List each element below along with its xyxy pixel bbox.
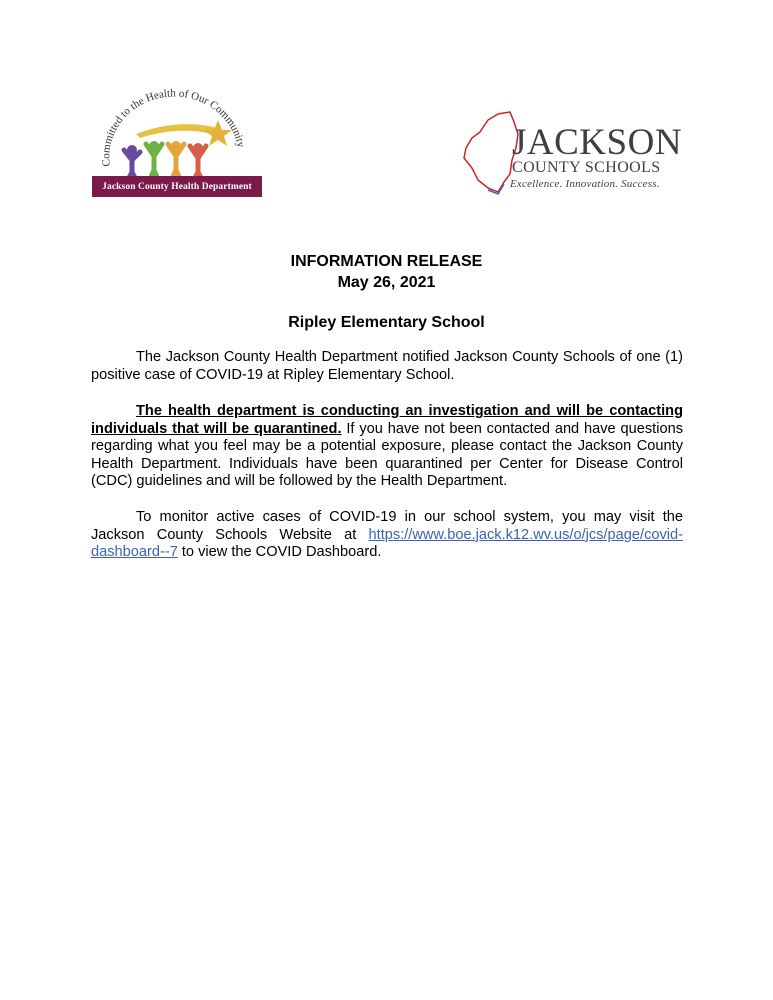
paragraph-3-start: To monitor active cases of COVID-19 in our school system, you may visit the Jackson County Schools Website at [91,509,683,543]
covid-dashboard-link[interactable]: https://www.boe.jack.k12.wv.us/o/jcs/page/covid-dashboard--7 [91,526,683,560]
release-title: INFORMATION RELEASE [290,253,483,270]
paragraph-2-text: If you have not been contacted and have questions regarding what you feel may be a potential exposure, please contact the Jackson County Health Department. Individuals have been quarantined per Center for Disease Control (CDC) guidelines and will be followed by the Health Department. [91,420,684,489]
paragraph-3-end: to view the COVID Dashboard. [177,544,382,560]
investigation-notice: The health department is conducting an investigation and will be contacting individuals that will be quarantined. [91,403,683,437]
paragraph-1 [91,349,683,384]
school-name: Ripley Elementary School [288,314,485,331]
release-date: May 26, 2021 [337,274,436,291]
health-logo-banner: Jackson County Health Department [92,176,262,197]
jcs-logo-tagline: Excellence. Innovation. Success. [510,178,660,190]
health-logo-arc-text: Committed to the Health of Our Community [100,88,247,167]
paragraph-1-text: The Jackson County Health Department notified Jackson County Schools of one (1) positive case of COVID-19 at Ripley Elementary School. [91,349,683,383]
jcs-logo-name: JACKSON [512,122,683,163]
jcs-logo-subtitle: COUNTY SCHOOLS [512,159,661,176]
paragraph-2 [91,403,683,491]
paragraph-3 [91,509,683,562]
